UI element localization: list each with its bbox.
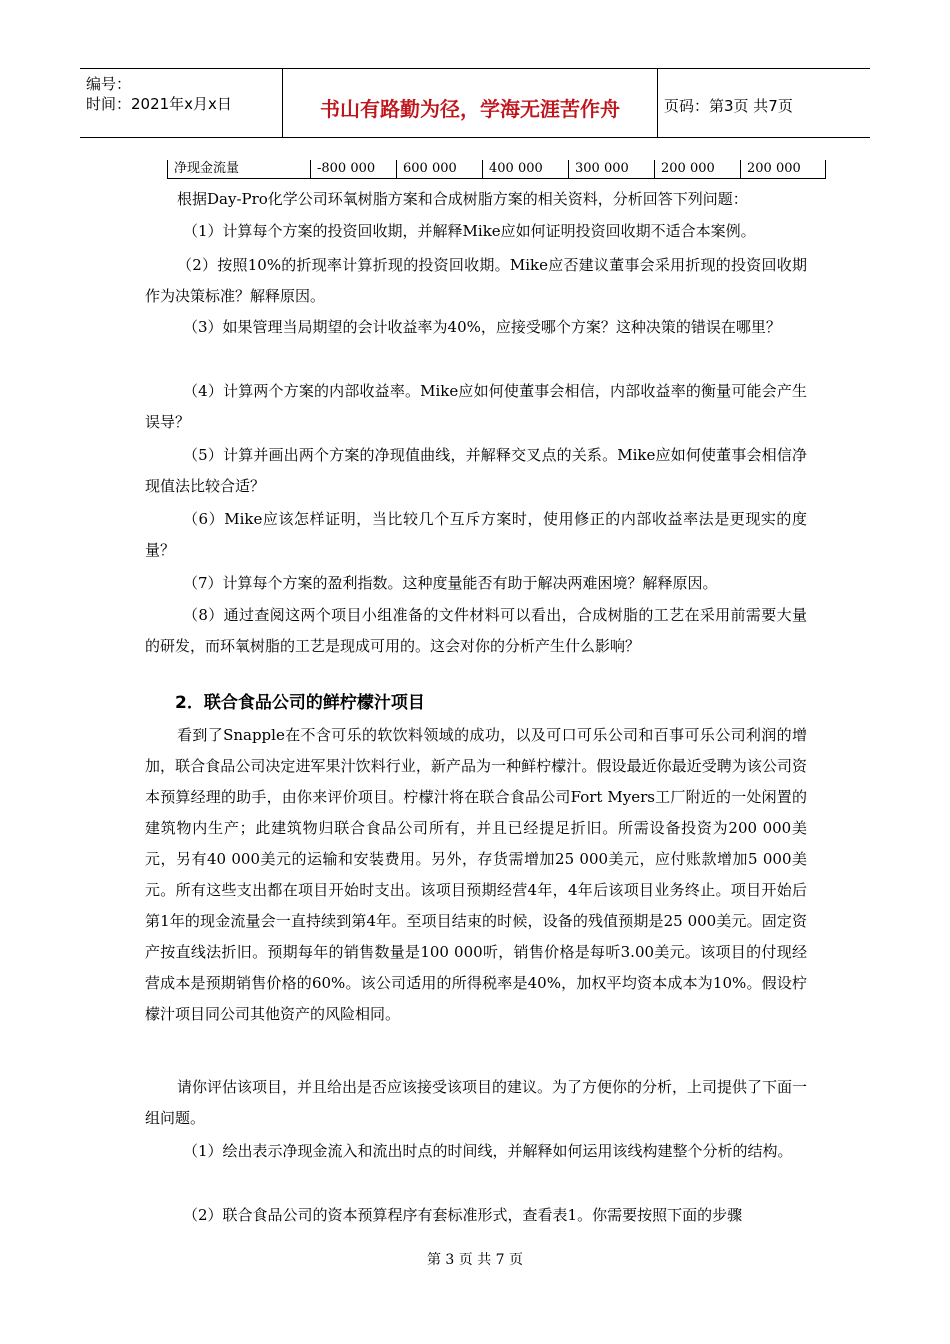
- table-cell: 300 000: [569, 160, 655, 179]
- table-cell-label: 净现金流量: [168, 160, 311, 179]
- question-item: （7）计算每个方案的盈利指数。这种度量能否有助于解决两难困境？解释原因。: [183, 574, 718, 592]
- header-page-number: 页码：第3页 共7页: [664, 97, 793, 115]
- question-item: （3）如果管理当局期望的会计收益率为40%，应接受哪个方案？这种决策的错误在哪里？: [183, 318, 781, 336]
- page-header: [80, 68, 870, 138]
- request-paragraph: 请你评估该项目，并且给出是否应该接受该项目的建议。为了方便你的分析，上司提供了下面一组问题。: [145, 1078, 808, 1127]
- question-item: （5）计算并画出两个方案的净现值曲线，并解释交叉点的关系。Mike应如何使董事会相信净现值法比较合适？: [145, 446, 807, 495]
- question-item: （6）Mike应该怎样证明，当比较几个互斥方案时，使用修正的内部收益率法是更现实的度量？: [145, 510, 807, 559]
- header-motto: 书山有路勤为径，学海无涯苦作舟: [320, 97, 620, 121]
- question-item: （8）通过查阅这两个项目小组准备的文件材料可以看出，合成树脂的工艺在采用前需要大量的研发，而环氧树脂的工艺是现成可用的。这会对你的分析产生什么影响？: [145, 606, 807, 655]
- questions-intro: 根据Day-Pro化学公司环氧树脂方案和合成树脂方案的相关资料，分析回答下列问题：: [177, 190, 748, 208]
- document-time-label: 时间：2021年x月x日: [86, 95, 232, 113]
- net-cashflow-table: [167, 160, 826, 179]
- table-cell: 200 000: [741, 160, 826, 179]
- document-id-label: 编号：: [86, 75, 132, 93]
- table-row: [168, 160, 826, 179]
- header-page-cell: [658, 69, 870, 137]
- question-item: （4）计算两个方案的内部收益率。Mike应如何使董事会相信，内部收益率的衡量可能会产生误导？: [145, 382, 807, 431]
- table-cell: 600 000: [397, 160, 483, 179]
- header-motto-cell: [283, 69, 658, 137]
- question-item: （1）计算每个方案的投资回收期，并解释Mike应如何证明投资回收期不适合本案例。: [183, 222, 756, 240]
- table-cell: 400 000: [483, 160, 569, 179]
- table-cell: -800 000: [311, 160, 397, 179]
- case-question-item: （2）联合食品公司的资本预算程序有套标准形式，查看表1。你需要按照下面的步骤: [183, 1206, 743, 1224]
- question-item: （2）按照10%的折现率计算折现的投资回收期。Mike应否建议董事会采用折现的投资回收期作为决策标准？解释原因。: [145, 256, 807, 305]
- page-footer: 第 3 页 共 7 页: [426, 1252, 524, 1268]
- section-title: 2．联合食品公司的鲜柠檬汁项目: [175, 693, 425, 713]
- table-cell: 200 000: [655, 160, 741, 179]
- case-question-item: （1）绘出表示净现金流入和流出时点的时间线，并解释如何运用该线构建整个分析的结构。: [183, 1142, 793, 1160]
- case-paragraph: 看到了Snapple在不含可乐的软饮料领域的成功，以及可口可乐公司和百事可乐公司利润的增加，联合食品公司决定进军果汁饮料行业，新产品为一种鲜柠檬汁。假设最近你最近受聘为该公司资本预算经理的助手，由你来评价项目。柠檬汁将在联合食品公司Fort Myers工厂附近的一处闲置的建筑物内生产；此建筑物归联合食品公司所有，并且已经提足折旧。所需设备投资为200 000美元，另有40 000美元的运输和安装费用。另外，存货需增加25 000美元，应付账款增加5 000美元。所有这些支出都在项目开始时支出。该项目预期经营4年，4年后该项目业务终止。项目开始后第1年的现金流量会一直持续到第4年。至项目结束的时候，设备的残值预期是25 000美元。固定资产按直线法折旧。预期每年的销售数量是100 000听，销售价格是每听3.00美元。该项目的付现经营成本是预期销售价格的60%。该公司适用的所得税率是40%，加权平均资本成本为10%。假设柠檬汁项目同公司其他资产的风险相同。: [145, 726, 807, 1023]
- header-meta-cell: [80, 69, 283, 137]
